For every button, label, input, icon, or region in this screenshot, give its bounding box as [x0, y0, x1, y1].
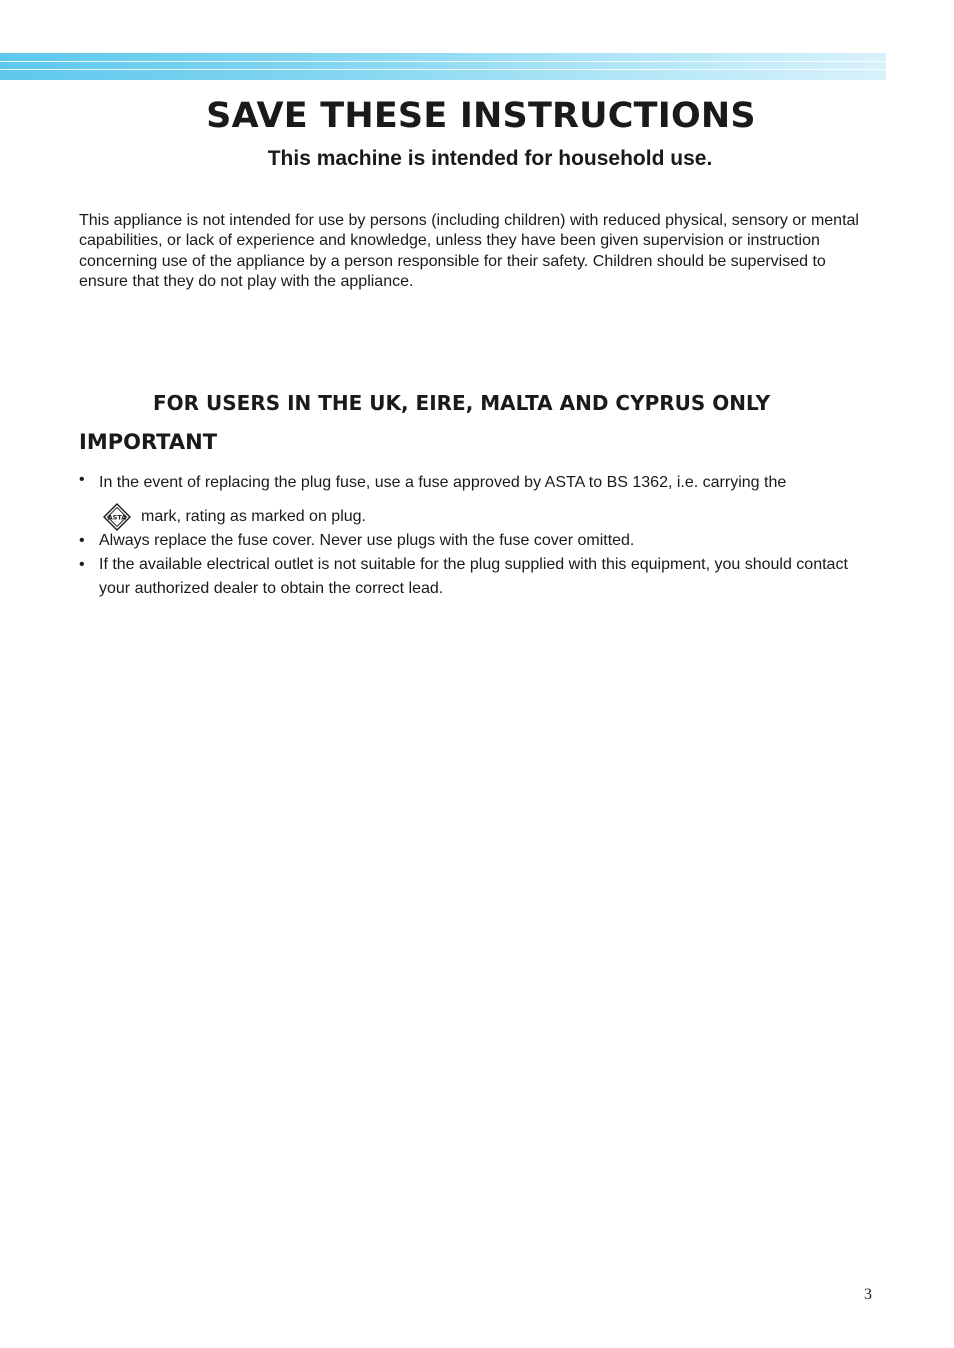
section-heading: FOR USERS IN THE UK, EIRE, MALTA AND CYPRUS ONLY [153, 391, 771, 415]
bullet-text: mark, rating as marked on plug. [141, 508, 366, 525]
header-stripe [0, 61, 886, 62]
page-subtitle: This machine is intended for household use. [267, 147, 713, 170]
page-number: 3 [864, 1286, 872, 1303]
bullet-marker: • [79, 532, 85, 549]
asta-mark-icon [103, 503, 131, 531]
important-list [79, 471, 879, 601]
list-item [79, 553, 879, 601]
asta-mark-label: ASTA [107, 513, 127, 522]
bullet-text: In the event of replacing the plug fuse, use a fuse approved by ASTA to BS 1362, i.e. carrying the [99, 474, 787, 491]
important-heading: IMPORTANT [79, 430, 218, 454]
intro-paragraph: This appliance is not intended for use by persons (including children) with reduced physical, sensory or mental capabilities, or lack of experience and knowledge, unless they have been given supervision or instruction concerning use of the appliance by a person responsible for their safety. Children should be supervised to ensure that they do not play with the appliance. [79, 212, 859, 290]
bullet-text: Always replace the fuse cover. Never use plugs with the fuse cover omitted. [99, 532, 635, 549]
bullet-marker: • [79, 471, 85, 488]
header-band [0, 53, 886, 80]
page-title: SAVE THESE INSTRUCTIONS [206, 96, 756, 136]
header-stripe [0, 69, 886, 70]
bullet-marker: • [79, 556, 85, 573]
bullet-text: If the available electrical outlet is not suitable for the plug supplied with this equipment, you should contact your authorized dealer to obtain the correct lead. [99, 556, 848, 597]
list-item [79, 529, 879, 553]
